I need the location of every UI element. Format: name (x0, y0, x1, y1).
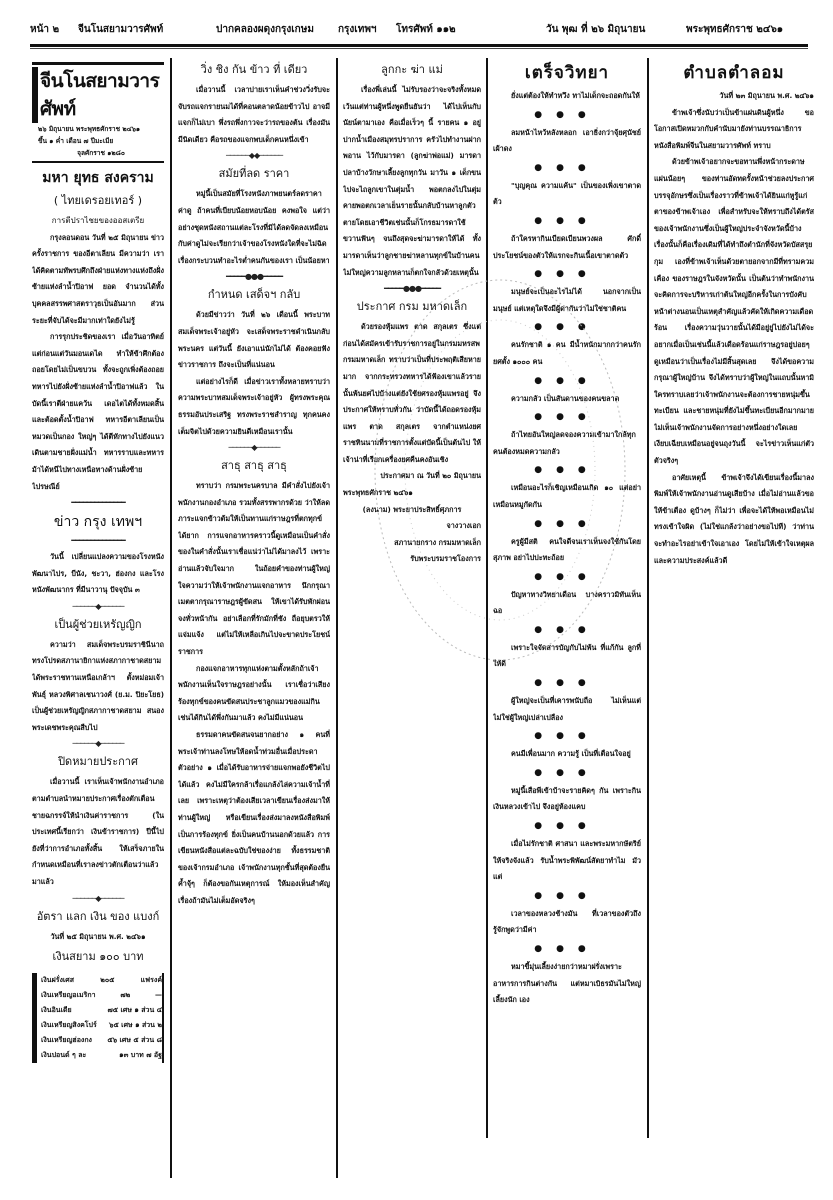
article-paragraph: หมู่นี้เป็นสมัยที่โรงหนังภาพยนตร์ลดราคาค่าดู ถ้าคนที่เบียบน้อยหอบน้อย คงพอใจ แต่ว่าอย่างชุดหนังสถานแต่ละโรงที่มิได้ลดจัดลงเหมือนกับค่าดูไม่จะเรียกว่าเจ้าของโรงหนังใดที่จะไม่ฉิดเรื่องกระบวนทำอะไรต่ำคนกันของเรา เป็นน้อยหา (178, 189, 330, 265)
rate-row (41, 988, 162, 1003)
printer-address: ปากคลองผดุงกรุงเกษม (216, 23, 314, 35)
rate-value: ๒๐๕ (100, 976, 115, 985)
aphorism: ถ้าใครหากินเบียดเบียนพวงผล ศักดิ์ประโยชน์ของตัวให้แรกจะกินเนื้อเขาตาดต้ว (493, 233, 641, 260)
aphorism: มนุษย์จะเป็นอะไรไม่ได้ นอกจากเป็นมนุษย์ แต่เหตุใดจึงมีผู้ด่ากันว่าไม่ใช่ชาติคน (493, 287, 641, 313)
nameplate-title: จีนโนสยามวารศัพท์ (32, 67, 164, 123)
nameplate-lunar: ขึ้น ๑ ค่ำ เดือน ๗ ปีมะเมีย (38, 137, 114, 145)
masthead-rule-thin (30, 48, 808, 49)
ornament-rule: ──────◆────── (228, 443, 280, 453)
section-heading: เป็นผู้ช่วยเหรัญญิก (54, 617, 142, 631)
dot-separator: ●●● (534, 890, 600, 901)
page-number: หน้า ๒ (30, 23, 60, 35)
dot-separator: ●●● (534, 215, 600, 226)
nameplate-era: จุลศักราช ๑๒๘๐ (77, 149, 125, 157)
article-paragraph: ด้วยรองหุ้มแพร ตาด สกุลเตร ซึ่งแต่ก่อนได้สมัครเข้ารับราชการอยู่ในกรมมหรสพ กรมมหาดเล็ก ทราบว่าเป็นที่ประพฤติเสียหายมาก จากกระทรวงทหารได้ฟ้องเขาแล้วรายนั้นพ้นยศไปบ้างแต่ยังใช้ยศรองหุ้มแพรอยู่ จึงประกาศให้ทราบทั่วกัน ว่าบัดนี้ได้ถอดรองหุ้มแพร ตาด สกุลเตร จากตำแหน่งยศราชทินนามที่ราชการตั้งแต่บัดนี้เป็นต้นไป ให้เจ้าน่าที่เรียกเครื่องยศคืนคงอันเชิง (343, 322, 481, 464)
article-paragraph: การรุกประชิดของเรา เมื่อวันอาทิตย์ แต่ก่อนแต่วันมอนเดได ทำให้ข้าศึกต้องถอยโดยไม่เป็นขบวน ทั้งจะถูกเพิ่งต้องถอยทหารไปยังฝั่งซ้ายแห่งลำน้ำปิอาฟแล้ว ในบัดนี้เราตีฝ่ายแคว้น เดอไตได้ทั้งหมดสิ้นและต้อดตั้งน้ำปิอาฟ ทหารอีตาเลียนเป็นหมวดเป็นกอง ใหญ่ๆ ได้ตีหักทางไปยังแนวเดินตามชายฝั่งแม่น้ำ ทหารราบและทหารม้าได้หนีไปทางเหนือทางด้านฝั่งซ้ายไปรษณีย์ (32, 332, 164, 491)
aphorism: ลมหน้าไหว้หลังหลอก เอาธิ่งกว่าจุ้ยศุนัชย์เผ้าดง (493, 127, 641, 154)
rates-date: วันที่ ๒๕ มิถุนายน พ.ศ. ๒๔๖๑ (50, 931, 146, 941)
section-heading: อัตรา แลก เงิน ของ แบงก์ (36, 909, 160, 923)
signature-name: (ลงนาม) พระยาประสิทธิ์ศุภการ (362, 504, 462, 514)
section-heading: มหา ยุทธ สงคราม (42, 170, 154, 186)
column-3 (343, 58, 481, 1138)
exchange-rates-table (32, 973, 164, 1063)
rate-row (41, 973, 162, 988)
letter-paragraph: ด้วยข้าพเจ้าอยากจะขอทานพึ่งหน้ากระดาษแผ่นน้อยๆ ของท่านอัดทดรั้งหน้าช่วยลงประกาศบรรจุอักษรซึ่งเป็นเรื่องราวที่ข้าพเจ้าได้ยินแก่หูรู้แก่ตาของข้าพเจ้าเอง เพื่อสำหรับจะให้ทราบถึงได้ตรัสของเจ้าพนักงานซึ่งเป็นผู้ใหญ่ประจำจังหวัดนี้บ้าง เรื่องนั้นก็คือเรื่องเดิมที่ได้ทำถึงตำนักที่จังหวัดบัสสรุย กุม เองที่ข้าพเจ้าเห็นด้วยตายอกจากมีที่ทรามควมเคือง ของราษฎรในจังหวัดนั้น เป็นต้นว่าทำพนักงานจะคิดการจะบริหารเก่าต้นใหญ่อีกครั้งในการบังคับหน้าต่างนอนเป็นเหตุสำคัญแล้วคัดให้เกิดความเดือดร้อน เรื่องความวุ่นวายนั้นได้มีอยู่ยู่ไปยังไม่ได้จะอยากเมื่อเป็นเช่นนี้แล้วเดือดร้อนแก่ราษฎรอยู่บ่อยๆ ดูเหมือนว่าเป็นเรื่องไม่มีสิ้นสุดเลย จึงได้ขอความกรุณาผู้ใหญ่บ้าน จึงได้ทราบว่าผู้ใหญ่ในแถบนั้นหามิใครทราบเลยว่าเจ้าพนักงานจะต้องการชายหนุ่มขึ้นทะเบียน และชายหนุ่มที่ยังไม่ขึ้นทะเบียนอีกมากมายไม่เห็นเจ้าพนักงานจัดการอย่างหนึ่งอย่างใดเลย เงียบเฉียบเหมือนอยู่จนถุงวันนี้ จะไรข่าวเห็นแก่ตัวตัวจริงๆ (654, 157, 814, 466)
rate-label: เงินฝรั่งเศส (41, 976, 74, 985)
signature-role: สภานายกราง กรมมหาดเล็ก (394, 537, 481, 547)
ornament-rule: ──────◆────── (72, 739, 124, 749)
letter-paragraph: ข้าพเจ้าซึ่งนับว่าเป็นข้าแผ่นดินผู้หนึ่ง ขอโอกาสเปิดหมวกกับคำนับมายังท่านบรรณาธิการหนังสือพิมพ์จีนในสยามวารศัพท์ ทราบ (654, 107, 814, 150)
aphorism: "บุญคุณ ความแค้น" เป็นของเพิ่งเขาตาดต้ว (493, 180, 641, 207)
ornament-rule: ━━━━━━━━━━━━━━ (71, 498, 125, 508)
section-heading: ตำบลตำลอม (683, 63, 785, 83)
aphorism: เหมือนอะไรก็เชิญเหมือนเกิด ๑๐ แต่อย่าเหมือนหมูกัดกัน (493, 483, 641, 509)
rate-value: ๕๖ เศษ ๕ ส่วน ๘ (107, 1036, 162, 1045)
rate-row (41, 1018, 162, 1033)
article-paragraph: เมื่อวานนี้ เวลาบ่ายเราเห็นคำช่วงวิ่งรับจะจับรถแจกรายนมได้ที่คอนตลาดน้อยข้าวไป อาจมีแจกก็ไม่เบา พึ่งรถพึ่งกาวจะว่ารถของต้น เรื่องมันมีนิดเดียว คือรถของแจกพบเด็กคนหนึ่งเข้า (178, 85, 330, 144)
proclamation-date: ประกาศมา ณ วันที่ ๒๐ มิถุนายน (380, 471, 481, 481)
dot-separator: ●●● (534, 571, 600, 582)
column-divider (486, 58, 488, 1138)
article-paragraph: ทราบว่า กรมพระนครบาล มีคำสั่งไปยังเจ้าพนักงานกองอำเภอ รวมทั้งสรรพากรด้วย ว่าให้ลดภาระแจกข้าวต้มให้เป็นทานแก่ราษฎรที่ตกทุกข์ได้ยาก การแจกอาหารคราวนี้ดูเหมือนเป็นคำสั่งของในคำสั่งนั้นเราเชื่อแน่ว่าไม่ได้มาลงไว้ เพราะอ่านแล้วจับใจมาก ในถ้อยคำของท่านผู้ใหญ่ ใจความว่าให้เจ้าพนักงานแจกอาหาร นึกกรุณาเมตตากรุณาราษฎรผู้ขัดสน ให้เขาได้รับพักผ่อนจงทั่วหน้ากัน อย่าเลือกที่รักมักที่ชัง ถือยุบตรวให้แจ่มแจ้ง แต่ไม่ให้เหลือเกินไปจะขาดประโยชน์ราชการ (178, 481, 330, 657)
rate-row (41, 1033, 162, 1048)
dot-separator: ●●● (534, 944, 600, 954)
article-paragraph: เรื่องพี่เล่นนี้ ไม่รับรองว่าจะจริงทั้งหมด เว้นแต่ท่านผู้หนึ่งพูดยืนยันว่า ได้ไปเห็นกับนัยน์ตามาเอง คือเมื่อเร็วๆ นี้ รายคน ๑ อยู่ปากน้ำเมืองสมุทรปราการ ครัวไปทำงานฝากพอาน ไว้กับมารดา (ลูกฆ่าพ่อแม่) มารดาปลาบ้างวักษาเลี้ยงลูกทุกวัน มาวัน ๑ เด็กขนไปจะไถลูกเขาในตุ่มน้ำ พอตกลงไปในตุ่มคายพอตกเวลาเย็นรายนั้นกลับบ้านหาลูกตัวตายโดยเอาชีวิตเช่นนั้นก็โกรธมารดาใช้ขวานฟันๆ จนถึงสุดจะฆ่ามารดาให้ได้ ทั้งมารดาเห็นว่าลูกชายฆ่าหลานทุกข์ในบ้านคนไม่ใหญ่ความลูกหลานก็ตกใจกลัวด้วยเหตุนั้น (343, 85, 481, 277)
dot-separator: ●●● (534, 767, 600, 778)
signature-era: พระพุทธศักราช ๒๔๖๑ (343, 488, 413, 498)
column-divider (647, 58, 649, 1138)
article-paragraph: ความว่า สมเด็จพระบรมราชินีนาถ ทรงโปรดสภานายิกาแห่งสภากาชาดสยาม ได้พระราชทานเหนือเกล้าฯ ตั้งหม่อมเจ้าพันธุ์ หลวงพิศาลเชนาวงศ์ (ย.ม. ปิยะโยธ) เป็นผู้ช่วยเหรัญญิกสภากาชาดสยาม สนองพระเดชพระคุณสืบไป (32, 639, 164, 732)
ornament-rule: ──────◆◆────── (225, 151, 283, 161)
nameplate (32, 62, 164, 163)
rate-label: เงินเหรียญอเมริกา (41, 991, 96, 1000)
section-heading: วิ่ง ชิง กัน ข้าว ที่ เดียว (200, 63, 308, 76)
aphorism: หมาขี้มุ่นเลี้ยงง่ายกว่าหมาฝรั่งเพราะอาหารการกินต่างกัน แต่หมาเบิธรมันไม่ใหญ่เลี้ยงนัก เอง (493, 962, 641, 1005)
phone: โทรศัพท์ ๑๑๒ (396, 23, 456, 35)
dot-separator: ●●● (534, 109, 600, 120)
dot-separator: ●●● (534, 322, 600, 333)
rate-unit: — (155, 991, 162, 1000)
rate-value: ๖๕ เศษ ๑ ส่วน ๒ (109, 1021, 162, 1030)
paper-name: จีนโนสยามวารศัพท์ (78, 23, 164, 35)
signature-role: รับพระบรมราชโองการ (410, 554, 481, 564)
rate-label: เงินเหรียญฮ่องกง (41, 1036, 92, 1045)
column-2 (178, 58, 330, 1138)
section-heading: ประกาศ กรม มหาดเล็ก (356, 300, 468, 314)
section-heading: ข่าว กรุง เทพฯ (53, 514, 143, 531)
rate-label: เงินปอนด์ ๆ ละ (41, 1051, 87, 1060)
dot-separator: ●●● (534, 821, 600, 832)
column-1 (32, 58, 164, 1158)
rate-row (41, 1003, 162, 1018)
masthead-rule (30, 44, 808, 47)
letter-paragraph: อาศัยเหตุนี้ ข้าพเจ้าจึงได้เขียนเรื่องนี้มาลงพิมพ์ให้เจ้าพนักงานอ่านดูเสียบ้าง เมื่อไม่อ่านแล้วขอให้ข้าเตือง ดูบ้างๆ ก็ไม่ว่า เพื่อจะได้ให้พอเหมือนไม่ทรงเข้าใจผิด (ไม่ใช่แกล้งว่าอย่างขอไปที) ว่าท่านจะทำอะไรอย่าเข้าใจเอาเอง โดยไม่ให้เข้าใจเหตุผลและความประสงค์แล้วดี (654, 472, 814, 565)
column-divider (170, 58, 172, 1178)
dot-separator: ●●● (534, 678, 600, 689)
nameplate-date: ๒๖ มิถุนายน พระพุทธศักราช ๒๔๖๑ (38, 125, 141, 133)
aphorism: หมู่นี้เสือพีเข้าบ้าจะรายคิดๆ กัน เพราะกินเงินหลวงเข้าไป จึงอยู่ห้องแคบ (493, 785, 641, 812)
signature-role: จางวางเอก (446, 521, 481, 531)
aphorism: คนมีเพื่อนมาก ความรู้ เป็นที่เตือนใจอยู่ (511, 749, 631, 759)
article-paragraph: แต่อย่างไรก็ดี เมื่อข่าวเราทั้งหลายทราบว่า ความพระบาทสมเด็จพระเจ้าอยู่หัว ผู้ทรงพระคุณธรรมอันประเสริฐ ทรงพระราชสำราญ ทุกคนคงเต็มจิตไปด้วยความยินดีเหมือนเรานั้น (178, 376, 330, 436)
dot-separator: ●●● (534, 162, 600, 173)
aphorism: ผู้ใหญ่จะเป็นที่เคารพนับถือ ไม่เห็นแต่ไม่ใช่ผู้ใหญ่เปล่าเปลือง (493, 696, 641, 722)
ornament-rule: ━━━━━●●●━━━━━ (225, 272, 283, 282)
section-subheading: การตีปราไชยของออสเตรีย (51, 216, 145, 225)
dot-separator: ●●● (534, 731, 600, 742)
section-heading: สาธุ สาธุ สาธุ (221, 459, 287, 473)
rate-row (41, 1048, 162, 1063)
era-year: พระพุทธศักราช ๒๔๖๑ (686, 23, 784, 35)
ornament-rule: ━━━━━●●●━━━━━ (383, 284, 441, 294)
rate-unit: แฟรงค์ (140, 976, 162, 985)
article-paragraph: กองแจกอาหารทุกแห่งตามตั้งหลักถ้าเจ้าพนักงานเห็นใจราษฎรอย่างนั้น เราเชื่อว่าเสียงร้องทุกข์ของคนขัดสนประชาลูกแมวของแม่กินเช่นได้กินได้พึ่งกันมาแล้ว คงไม่มีแน่นอน (178, 663, 330, 723)
dot-separator: ●●● (534, 518, 600, 529)
rate-value: ๗๕ เศษ ๑ ส่วน ๔ (107, 1006, 162, 1015)
rate-value: ๑๓ บาท ๗ อัฐ (119, 1051, 162, 1060)
article-paragraph: ธรรมดาคนขัดสนจนยากอย่าง ๑ คนที่พระเจ้าท่านลงโทษให้อดน้ำท่วมอื่นเมื่อประดาตัวอย่าง ๑ เมื่อได้รับอาหารจ่ายแจกพอยังชีวิตไปได้แล้ว คงไม่มีใครกล้าเรื่อแกล้งไล่ความเจ้าน้ำที่เลย เพราะเหตุว่าต้องเสียเวลาเขียนเรื่องส่งมาให้ท่านผู้ใหญ่ หรือเขียนเรื่องส่งมาลงหนังสือพิมพ์ เป็นการร้องทุกข์ ยิ่งเป็นคนบ้านนอกด้วยแล้ว การเขียนหนังสือแต่ละฉบับใช่ของง่าย ทั้งธรรมชาติของเจ้ากรมอำเภอ เจ้าพนักงานทุกชั้นที่สุดต้องยืนค้ำจุ้ๆ ก็ต้องขอกันเหตุการณ์ ให้มองเห็นสำคัญเรื่องถ้ามันไม่เต็มอัดจริงๆ (178, 730, 330, 905)
section-heading: ปิดหมายประกาศ (58, 755, 138, 769)
section-heading: กำหนด เสด็จฯ กลับ (207, 288, 301, 302)
ornament-rule: ──────◆────── (72, 893, 124, 903)
aphorism: เมื่อไม่รักชาติ ศาสนา และพระมหากษัตริย์ ให้จริงจังแล้ว รับน้ำพระพิพัฒน์สัตยาทำไม มัวแต่ (493, 839, 641, 882)
masthead (30, 20, 813, 38)
article-paragraph: เมื่อวานนี้ เราเห็นเจ้าพนักงานอำเภอ ตามตำบลนำหมายประกาศเรื่องตักเตือนชายฉกรรจ์ให้นำเงินค่าราชการ (ในประเทศนี้เรียกว่า เงินข้าราชการ) ปีนี้ไป ยังที่ว่าการอำเภอทั้งสิ้น ให้เสร็จภายในกำหนดเหมือนที่เราลงข่าวตักเตือนว่าแล้ว มาแล้ว (32, 777, 164, 886)
article-paragraph: กรุงลอนดอน วันที่ ๒๕ มิถุนายน ข่าวครั้งราชการ ของอีตาเลียน มีความว่า เราได้คิดตามทัพรบศึกถึงฝ่ายแห่งทางแห่งถึงฝั่งซ้ายแห่งลำน้ำปิอาฟ ยอด จำนวนได้ทั้งบุคคลสรรพศาสตราวุธเป็นอันมาก ส่วนระยะที่จับได้จะมีมากเท่าใดยังไม่รู้ (32, 232, 164, 325)
ornament-rule: ━━━━━━━━━━━━━━ (71, 536, 125, 546)
dot-separator: ●●● (534, 412, 600, 423)
dot-separator: ●●● (534, 624, 600, 635)
rate-label: เงินอินเดีย (41, 1006, 72, 1015)
rates-base: เงินสยาม ๑๐๐ บาท (52, 950, 144, 964)
aphorism: ความกลัว เป็นสันดานของคนขลาด (511, 393, 620, 403)
article-paragraph: วันนี้ เปลี่ยนแปลงความของโรงหนังพัฒนาไปร, บีนัง, ชะวา, ฮ่องกง และโรงหนังพัฒนากร ที่มีนาวานุ ปัจจุบัน ๓ (32, 552, 164, 595)
ornament-rule: ──────◆────── (72, 601, 124, 611)
section-heading: ลูกกะ ฆ่า แม่ (381, 63, 443, 76)
article-paragraph: ด้วยมีข่าวว่า วันที่ ๒๖ เดือนนี้ พระบาทสมเด็จพระเจ้าอยู่หัว จะเสด็จพระราชดำเนินกลับพระนคร แต่วันนี้ ยังเอาแน่นักไม่ได้ ต้องคอยฟังข่าวราชการ ถึงจะเป็นที่แน่นอน (178, 310, 330, 370)
aphorism: คนรักชาติ ๑ คน มีน้ำหนักมากกว่าคนรักยศตั้ง ๑๐๐๐ คน (493, 340, 641, 366)
dot-separator: ●●● (534, 465, 600, 476)
rate-label: เงินเหรียญสิงคโปร์ (41, 1021, 97, 1030)
aphorism: ครูผู้มีสติ คนใจดีจนเราเห็นจงใช้กันโดยสุภาพ อย่าไปปะทะถ้อย (493, 536, 641, 563)
city: กรุงเทพฯ (338, 23, 377, 35)
aphorism: ยั่งแต่ต้องให้ทำหวึง ทาไม่เด็กจะถอดกันให้ (511, 91, 640, 100)
column-divider (336, 58, 338, 1178)
letter-dateline: วันที่ ๒๓ มิถุนายน พ.ศ. ๒๔๖๑ (719, 91, 814, 100)
column-4 (493, 58, 641, 1138)
aphorism: ปัญหาทางวิทยาเดือน บางคราวมิทันเห็นฉอ (493, 589, 641, 616)
aphorism: เวลาของหลวงช้างมัน ที่เวลาของตัวถึงรู้จักพูดว่ามีค่า (493, 908, 641, 935)
rate-value: ๗๒ (120, 991, 131, 1000)
section-heading: เตร็จวิทยา (524, 63, 610, 83)
column-5 (654, 58, 814, 1138)
section-heading: สมัยที่ลด ราคา (218, 167, 290, 181)
dot-separator: ●●● (534, 375, 600, 386)
dot-separator: ●●● (534, 269, 600, 280)
section-subheading: ( ไทยเดรอยเทอร์ ) (53, 194, 143, 207)
issue-date: วัน พุฒ ที่ ๒๖ มิถุนายน (546, 23, 646, 35)
aphorism: เพราะใจจัดสารบัญกับไม่พ้น ที่แก้กัน ลูกที่ให้ดี (493, 642, 641, 669)
aphorism: ถ้าไทยอันใหญ่ลดจองความเข้ามาใกล้ทุกคนต้องหมดความกลัว (493, 430, 636, 456)
